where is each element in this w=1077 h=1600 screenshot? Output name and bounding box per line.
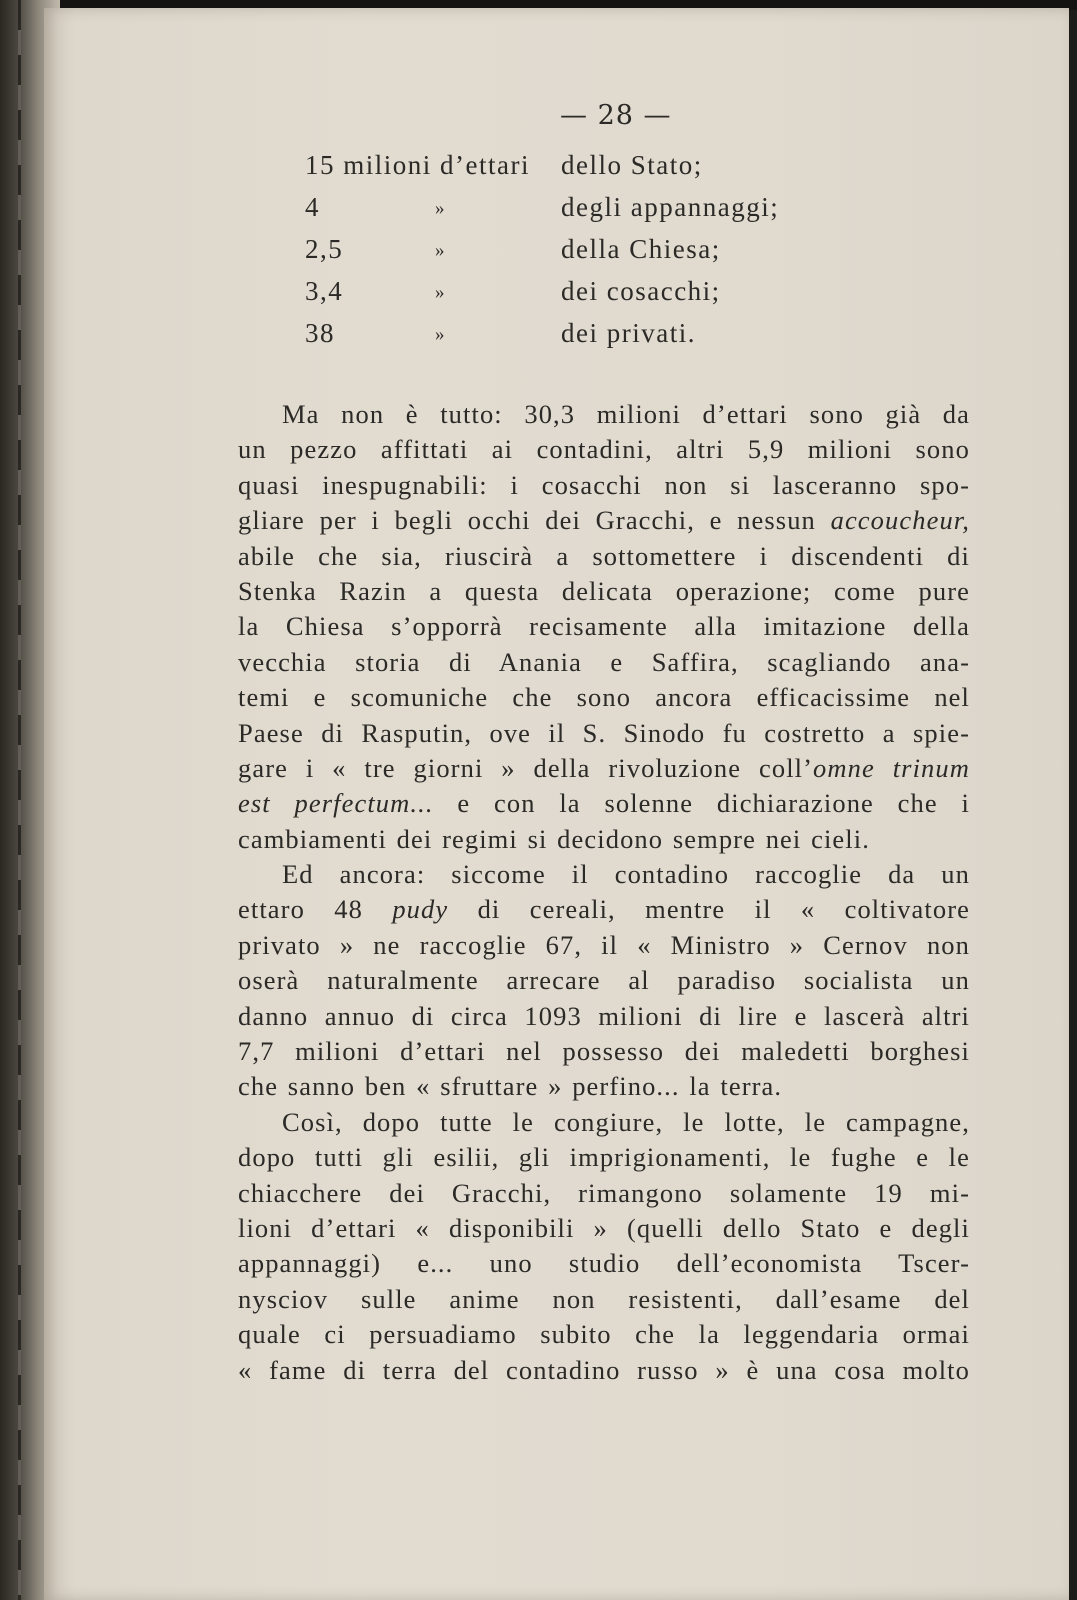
stat-label: dello Stato; xyxy=(561,150,703,180)
text-line xyxy=(238,892,970,927)
italic-term: omne trinum xyxy=(813,752,970,783)
text-line: Paese di Rasputin, ove il S. Sinodo fu costretto a spie- xyxy=(238,717,970,748)
stat-amount: 38 xyxy=(305,318,335,348)
stat-amount: 4 xyxy=(305,192,320,222)
text-segment: di cereali, mentre il « coltivatore xyxy=(448,894,970,925)
stat-label: dei privati. xyxy=(561,318,696,348)
text-line: oserà naturalmente arrecare al paradiso socialista un xyxy=(238,965,970,996)
text-segment: gare i « tre giorni » della rivoluzione coll’ xyxy=(238,752,814,783)
text-line xyxy=(238,751,970,786)
ditto-mark: » xyxy=(435,240,446,261)
text-line: temi e scomuniche che sono ancora efficacissime nel xyxy=(238,682,970,713)
italic-term: est perfectum... xyxy=(238,788,434,819)
text-line: vecchia storia di Anania e Saffira, scagliando ana- xyxy=(238,646,970,677)
text-line xyxy=(238,786,970,821)
ditto-mark: » xyxy=(435,282,446,303)
stat-amount: 2,5 xyxy=(305,234,344,264)
body-text xyxy=(238,397,970,1388)
text-line: privato » ne raccoglie 67, il « Ministro » Cernov non xyxy=(238,929,970,960)
page-number: — 28 — xyxy=(560,100,672,131)
text-line: danno annuo di circa 1093 milioni di lire e lascerà altri xyxy=(238,1000,970,1031)
stat-amount: 15 milioni d’ettari xyxy=(305,150,530,180)
text-line: Ed ancora: siccome il contadino raccoglie da un xyxy=(282,859,970,890)
text-segment: ettaro 48 xyxy=(238,894,393,925)
text-line: abile che sia, riuscirà a sottomettere i discendenti di xyxy=(238,540,970,571)
text-line: che sanno ben « sfruttare » perfino... la terra. xyxy=(238,1071,783,1102)
stat-label: della Chiesa; xyxy=(561,234,721,264)
text-line: cambiamenti dei regimi si decidono sempre nei cieli. xyxy=(238,823,870,854)
text-line: dopo tutti gli esilii, gli imprigionamenti, le fughe e le xyxy=(238,1142,970,1173)
stat-label: dei cosacchi; xyxy=(561,276,721,306)
text-line: un pezzo affittati ai contadini, altri 5,9 milioni sono xyxy=(238,434,970,465)
text-line: quasi inespugnabili: i cosacchi non si lasceranno spo- xyxy=(238,469,970,500)
text-line: Ma non è tutto: 30,3 milioni d’ettari sono già da xyxy=(282,399,970,429)
stat-label: degli appannaggi; xyxy=(561,192,780,222)
text-line: quale ci persuadiamo subito che la leggendaria ormai xyxy=(238,1319,970,1350)
text-segment: gliare per i begli occhi dei Gracchi, e nessun xyxy=(238,505,831,536)
stat-amount: 3,4 xyxy=(305,276,344,306)
text-line: nysciov sulle anime non resistenti, dall’esame del xyxy=(238,1283,970,1314)
text-line xyxy=(238,503,970,538)
italic-term: accoucheur, xyxy=(830,505,970,536)
text-line: chiacchere dei Gracchi, rimangono solamente 19 mi- xyxy=(238,1177,970,1208)
text-line: 7,7 milioni d’ettari nel possesso dei maledetti borghesi xyxy=(238,1036,970,1067)
text-line: Così, dopo tutte le congiure, le lotte, le campagne, xyxy=(282,1106,970,1137)
text-line: « fame di terra del contadino russo » è una cosa molto xyxy=(238,1354,970,1385)
text-line: appannaggi) e... uno studio dell’economista Tscer- xyxy=(238,1248,970,1279)
ditto-mark: » xyxy=(435,198,446,219)
spine-binding xyxy=(18,0,21,1600)
text-line: lioni d’ettari « disponibili » (quelli dello Stato e degli xyxy=(238,1212,970,1243)
text-line: Stenka Razin a questa delicata operazione; come pure xyxy=(238,575,970,606)
text-segment: e con la solenne dichiarazione che i xyxy=(433,788,971,819)
text-line: la Chiesa s’opporrà recisamente alla imitazione della xyxy=(238,611,970,642)
ditto-mark: » xyxy=(435,324,446,345)
italic-term: pudy xyxy=(392,894,449,925)
